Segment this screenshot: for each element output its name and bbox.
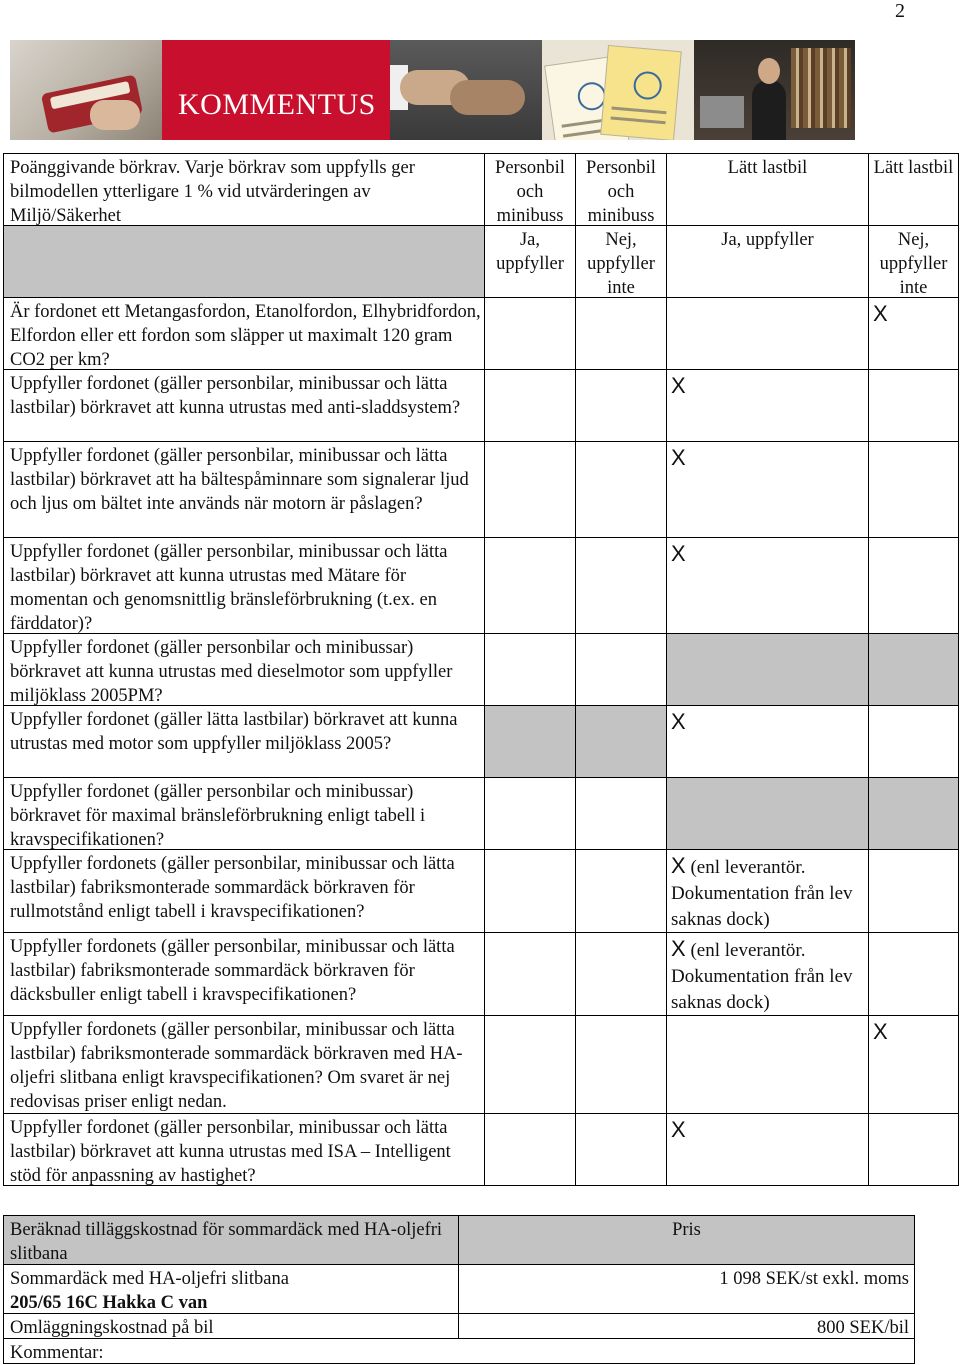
x-mark: X (873, 301, 888, 326)
table-cell-mark (868, 705, 959, 778)
col-header-lastbil-ja: Lätt lastbil (666, 153, 869, 226)
kommentus-logo (162, 40, 390, 140)
table-cell-mark (868, 849, 959, 933)
col-sub-personbil-ja: Ja, uppfyller (484, 225, 576, 298)
x-mark: X (671, 541, 686, 566)
page-number: 2 (895, 0, 905, 22)
table-cell (575, 441, 667, 538)
table-cell-mark (666, 297, 869, 370)
supplier-note: (enl leverantör. Dokumentation från lev saknas dock) (671, 857, 853, 930)
table-cell-mark (868, 1113, 959, 1186)
table-cell-mark (666, 1015, 869, 1114)
table-cell (484, 849, 576, 933)
table-intro: Poänggivande börkrav. Varje börkrav som uppfylls ger bilmodellen ytterligare 1 % vid utvärderingen av Miljö/Säkerhet (3, 153, 485, 226)
table-cell-mark (868, 369, 959, 442)
photo-office-worker (694, 40, 855, 140)
table-cell-na (575, 705, 667, 778)
x-mark: X (671, 1117, 686, 1142)
table-cell (575, 1113, 667, 1186)
table-cell (484, 297, 576, 370)
table-row-question: Uppfyller fordonet (gäller personbilar, minibussar och lätta lastbilar) börkravet att kunna utrustas med ISA – Intelligent stöd för anpassning av hastighet? (3, 1113, 485, 1186)
table-cell-mark (666, 441, 869, 538)
table-cell-mark (666, 849, 869, 933)
header-banner (10, 40, 855, 140)
table-row-question: Uppfyller fordonets (gäller personbilar, minibussar och lätta lastbilar) fabriksmonterade sommardäck börkraven med HA-oljefri slitbana enligt kravspecifikationen? Om svaret är nej redovisas priser enligt nedan. (3, 1015, 485, 1114)
table-row-question: Uppfyller fordonet (gäller personbilar, minibussar och lätta lastbilar) börkravet att kunna utrustas med anti-sladdsystem? (3, 369, 485, 442)
table-cell-mark (666, 705, 869, 778)
table-cell (484, 633, 576, 706)
table-cell-mark (868, 932, 959, 1016)
cost-row-tyre-price: 1 098 SEK/st exkl. moms (458, 1264, 915, 1314)
table-cell (575, 932, 667, 1016)
table-cell-mark (666, 932, 869, 1016)
cost-header-price: Pris (458, 1215, 915, 1265)
table-cell (484, 369, 576, 442)
table-cell-na (868, 777, 959, 850)
tyre-description: Sommardäck med HA-oljefri slitbana (10, 1269, 289, 1289)
cost-row-tyre-label (3, 1264, 459, 1314)
col-sub-lastbil-nej: Nej, uppfyller inte (868, 225, 959, 298)
table-cell-mark (868, 297, 959, 370)
table-row-question: Är fordonet ett Metangasfordon, Etanolfordon, Elhybridfordon, Elfordon eller ett fordon som släpper ut maximalt 120 gram CO2 per km? (3, 297, 485, 370)
table-row-question: Uppfyller fordonet (gäller personbilar, minibussar och lätta lastbilar) börkravet att ha bältespåminnare som signalerar ljud och ljus om bältet inte används när motorn är påslagen? (3, 441, 485, 538)
table-cell-na (666, 777, 869, 850)
table-cell (484, 932, 576, 1016)
cost-row-fitting-price: 800 SEK/bil (458, 1313, 915, 1339)
table-cell (484, 441, 576, 538)
col-header-personbil-ja: Personbil och minibuss (484, 153, 576, 226)
table-cell (575, 1015, 667, 1114)
x-mark: X (671, 373, 686, 398)
table-cell-mark (868, 441, 959, 538)
x-mark: X (671, 853, 686, 878)
col-sub-lastbil-ja: Ja, uppfyller (666, 225, 869, 298)
table-cell-mark (666, 1113, 869, 1186)
logo-text: KOMMENTUS (178, 88, 376, 121)
table-row-question: Uppfyller fordonet (gäller personbilar, minibussar och lätta lastbilar) börkravet att kunna utrustas med Mätare för momentan och genomsnittlig bränsleförbrukning (t.ex. en färddator)? (3, 537, 485, 634)
col-header-lastbil-nej: Lätt lastbil (868, 153, 959, 226)
table-cell (575, 297, 667, 370)
table-cell (575, 537, 667, 634)
x-mark: X (671, 445, 686, 470)
photo-handshake (390, 40, 542, 140)
table-cell-mark (868, 537, 959, 634)
table-cell (484, 777, 576, 850)
table-row-question: Uppfyller fordonets (gäller personbilar, minibussar och lätta lastbilar) fabriksmonterade sommardäck börkraven för rullmotstånd enligt tabell i kravspecifikationen? (3, 849, 485, 933)
table-cell (575, 849, 667, 933)
table-cell (575, 633, 667, 706)
x-mark: X (671, 936, 686, 961)
table-cell-mark (666, 369, 869, 442)
photo-reading-book (10, 40, 162, 140)
table-cell-mark (868, 1015, 959, 1114)
cost-row-fitting-label: Omläggningskostnad på bil (3, 1313, 459, 1339)
tyre-model: 205/65 16C Hakka C van (10, 1293, 208, 1313)
table-cell (575, 777, 667, 850)
col-sub-personbil-nej: Nej, uppfyller inte (575, 225, 667, 298)
table-cell-na (484, 705, 576, 778)
supplier-note: (enl leverantör. Dokumentation från lev saknas dock) (671, 940, 853, 1013)
photo-documents (542, 40, 694, 140)
table-cell-na (868, 633, 959, 706)
table-row-question: Uppfyller fordonet (gäller lätta lastbilar) börkravet att kunna utrustas med motor som uppfyller miljöklass 2005? (3, 705, 485, 778)
x-mark: X (671, 709, 686, 734)
table-cell (484, 1015, 576, 1114)
table-cell-mark (666, 537, 869, 634)
table-row-question: Uppfyller fordonets (gäller personbilar, minibussar och lätta lastbilar) fabriksmonterade sommardäck börkraven för däcksbuller enligt tabell i kravspecifikationen? (3, 932, 485, 1016)
x-mark: X (873, 1019, 888, 1044)
table-cell (484, 537, 576, 634)
table-cell (484, 1113, 576, 1186)
cost-comment: Kommentar: (3, 1338, 915, 1364)
header-spacer (3, 225, 485, 298)
col-header-personbil-nej: Personbil och minibuss (575, 153, 667, 226)
table-row-question: Uppfyller fordonet (gäller personbilar och minibussar) börkravet att kunna utrustas med dieselmotor som uppfyller miljöklass 2005PM? (3, 633, 485, 706)
table-cell (575, 369, 667, 442)
cost-header-label: Beräknad tilläggskostnad för sommardäck med HA-oljefri slitbana (3, 1215, 459, 1265)
table-cell-na (666, 633, 869, 706)
table-row-question: Uppfyller fordonet (gäller personbilar och minibussar) börkravet för maximal bränsleförbrukning enligt tabell i kravspecifikationen? (3, 777, 485, 850)
